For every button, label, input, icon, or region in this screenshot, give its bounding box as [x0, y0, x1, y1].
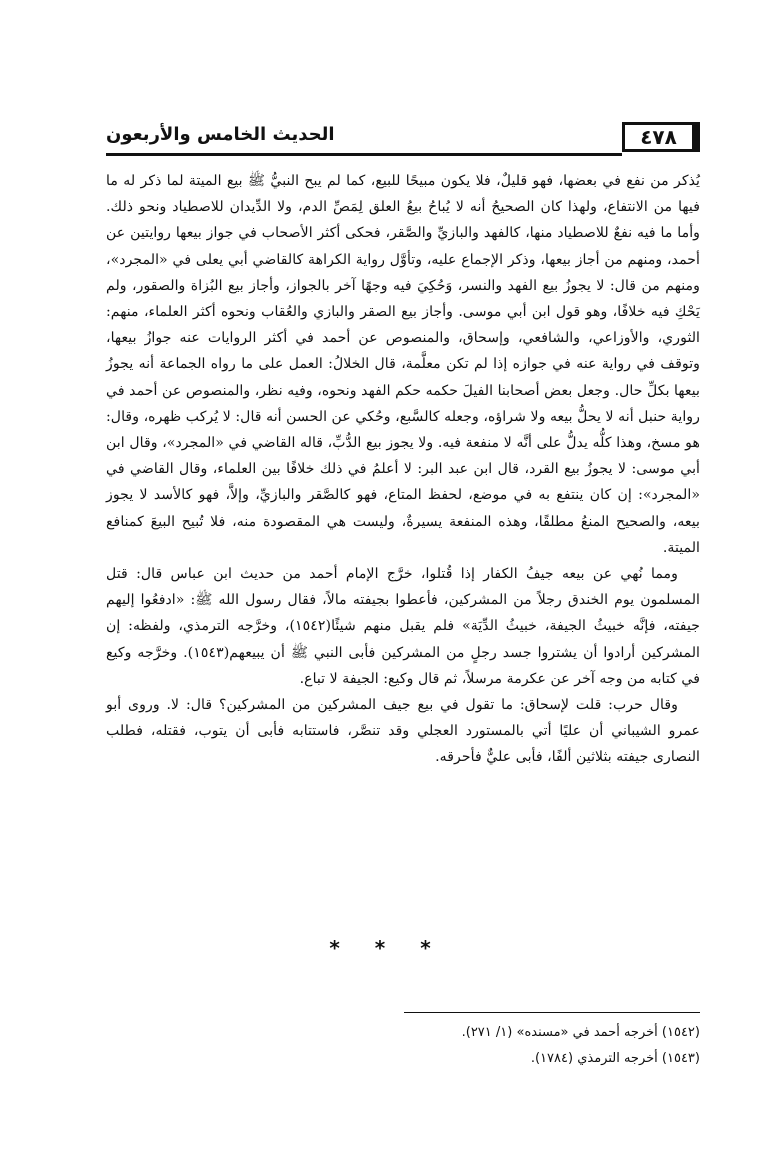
page-header [106, 122, 700, 156]
paragraph-2: ومما نُهي عن بيعه جيفُ الكفار إذا قُتلوا، خرَّج الإمام أحمد من حديث ابن عباس قال: قتل المسلمون يوم الخندق رجلاً من المشركين، فأعطوا بجيفته مالاً، فقال رسول الله ﷺ: «ادفعُوا إليهم جيفته، فإنَّه خبيثُ الجيفة، خبيثُ الدِّيَة» فلم يقبل منهم شيئًا(١٥٤٢)، وخرَّجه الترمذي، ولفظه: إن المشركين أرادوا أن يشتروا جسد رجلٍ من المشركين فأبى النبي ﷺ أن يبيعهم(١٥٤٣). وخرَّجه وكيع في كتابه من وجه آخر عن عكرمة مرسلاً، ثم قال وكيع: الجيفة لا تباع. [106, 566, 700, 687]
main-text [106, 168, 700, 771]
page-number: ٤٧٨ [622, 122, 700, 152]
footnote-rule [404, 1012, 700, 1013]
paragraph-1: يُذكر من نفع في بعضها، فهو قليلٌ، فلا يكون مبيحًا للبيع، كما لم يبح النبيُّ ﷺ بيع الميتة لما ذكر له ما فيها من الانتفاع، ولهذا كان الصحيحُ أنه لا يُباحُ بيعُ العلق لِمَصِّ الدم، ولا الدِّيدان للاصطياد ونحو ذلك. وأما ما فيه نفعٌ للاصطياد منها، كالفهد والبازيِّ والصَّقر، فحكى أكثر الأصحاب في جواز بيعها روايتين عن أحمد، ومنهم من أجاز بيعها، وذكر الإجماع عليه، وتأوَّل رواية الكراهة كالقاضي أبي يعلى في «المجرد»، ومنهم من قال: لا يجوزُ بيع الفهد والنسر، وَحُكِيَ فيه وجهًا آخر بالجواز، وأجاز بيع البُزاة والصقور، ولم يَحْكِ فيه خلافًا، وهو قول ابن أبي موسى. وأجاز بيع الصقر والبازي والعُقاب ونحوه أكثر العلماء، منهم: الثوري، والأوزاعي، والشافعي، وإسحاق، والمنصوص عن أحمد في أكثر الروايات عنه جوازُ بيعها، وتوقف في رواية عنه في جوازه إذا لم تكن معلَّمة، قال الخلالُ: العمل على ما رواه الجماعة أنه يجوزُ بيعها بكلِّ حال. وجعل بعض أصحابنا الفيلَ حكمه حكم الفهد ونحوه، وفيه نظر، والمنصوص عن أحمد في رواية حنبل أنه لا يحلُّ بيعه ولا شراؤه، وجعله كالسَّبع، وحُكي عن الحسن أنه قال: لا يُركب ظهره، وقال: هو مسخ، وهذا كلُّه يدلُّ على أنَّه لا منفعة فيه. ولا يجوز بيع الدُّبِّ، قاله القاضي في «المجرد»، وقال ابن أبي موسى: لا يجوزُ بيع القرد، قال ابن عبد البر: لا أعلمُ في ذلك خلافًا بين العلماء، وقال القاضي في «المجرد»: إن كان ينتفع به في موضع، لحفظ المتاع، فهو كالصَّقر والبازيِّ، وإلاَّ، فهو كالأسد لا يجوز بيعه، والصحيح المنعُ مطلقًا، وهذه المنفعة يسيرةٌ، وليست هي المقصودة منه، فلا تُبيح البيعَ كمنافع الميتة. [106, 173, 700, 556]
footnote-1542: (١٥٤٢) أخرجه أحمد في «مسنده» (١/ ٢٧١). [461, 1025, 700, 1040]
running-title: الحديث الخامس والأربعون [106, 124, 335, 145]
section-separator: * * * [329, 936, 445, 960]
header-rule [106, 153, 622, 156]
footnote-1543: (١٥٤٣) أخرجه الترمذي (١٧٨٤). [530, 1051, 700, 1066]
footnotes [200, 1020, 700, 1072]
paragraph-3: وقال حرب: قلت لإسحاق: ما تقول في بيع جيف المشركين من المشركين؟ قال: لا. وروى أبو عمرو الشيباني أن عليًا أتي بالمستورد العجلي وقد تنصَّر، فاستتابه فأبى أن يتوب، فقتله، فطلب النصارى جيفته بثلاثين ألفًا، فأبى عليٌّ فأحرقه. [106, 697, 700, 766]
